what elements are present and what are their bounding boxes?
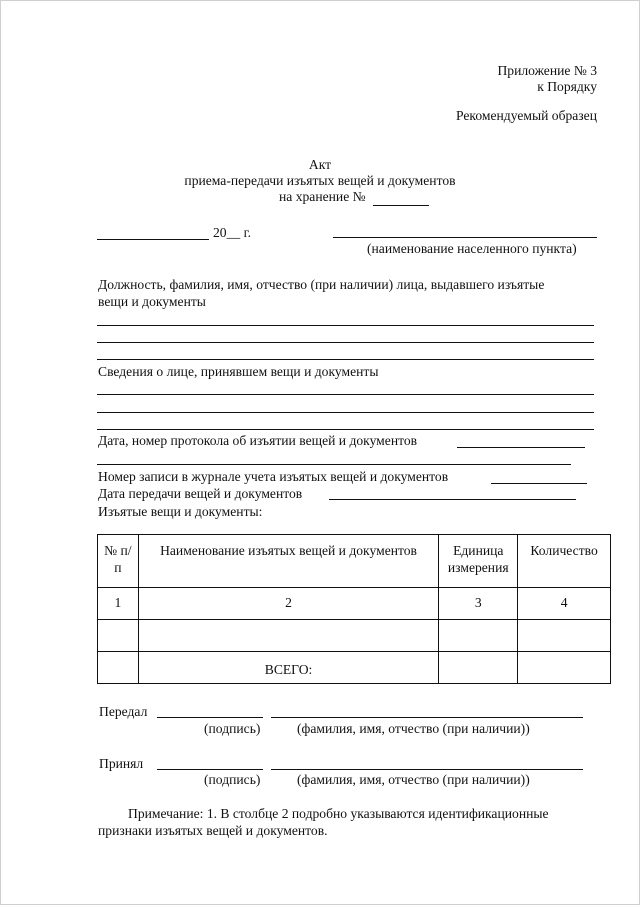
transfer-date-blank <box>329 499 576 500</box>
note-line2: признаки изъятых вещей и документов. <box>98 823 328 838</box>
receiver-label: Сведения о лице, принявшем вещи и документы <box>98 364 379 379</box>
year-label: 20__ г. <box>213 225 252 240</box>
issuer-label-line2: вещи и документы <box>98 294 206 309</box>
protocol-blank-2 <box>97 464 571 465</box>
note-line1: Примечание: 1. В столбце 2 подробно указываются идентификационные <box>128 806 549 821</box>
table-row <box>98 588 611 620</box>
handed-over-name-blank <box>271 717 583 718</box>
total-label: ВСЕГО: <box>138 652 439 684</box>
issuer-blank-1 <box>97 325 594 326</box>
col-header-number: № п/п <box>98 535 139 588</box>
handed-over-signature-blank <box>157 717 263 718</box>
table-cell: 1 <box>98 588 139 620</box>
items-heading: Изъятые вещи и документы: <box>98 504 263 519</box>
table-cell: 2 <box>138 588 439 620</box>
handed-over-label: Передал <box>99 704 148 719</box>
table-cell <box>439 652 518 684</box>
table-cell <box>98 652 139 684</box>
appendix-reference: к Порядку <box>537 79 597 94</box>
storage-number-blank <box>373 205 429 206</box>
table-cell <box>518 620 611 652</box>
journal-record-label: Номер записи в журнале учета изъятых вещей и документов <box>98 469 449 484</box>
journal-record-blank <box>491 483 587 484</box>
appendix-number: Приложение № 3 <box>497 63 597 78</box>
signature-caption: (подпись) <box>204 772 261 787</box>
received-name-blank <box>271 769 583 770</box>
protocol-label: Дата, номер протокола об изъятии вещей и документов <box>98 433 418 448</box>
receiver-blank-3 <box>97 429 594 430</box>
table-header-row <box>98 535 611 588</box>
document-title: Акт <box>308 157 332 172</box>
signature-caption: (подпись) <box>204 721 261 736</box>
date-blank <box>97 239 209 240</box>
table-cell <box>138 620 439 652</box>
issuer-blank-2 <box>97 342 594 343</box>
col-header-unit: Единица измерения <box>439 535 518 588</box>
issuer-label-line1: Должность, фамилия, имя, отчество (при наличии) лица, выдавшего изъятые <box>98 277 545 292</box>
received-signature-blank <box>157 769 263 770</box>
place-caption: (наименование населенного пункта) <box>367 241 577 256</box>
table-cell: 4 <box>518 588 611 620</box>
table-cell <box>439 620 518 652</box>
table-total-row <box>98 652 611 684</box>
receiver-blank-1 <box>97 394 594 395</box>
issuer-blank-3 <box>97 359 594 360</box>
received-label: Принял <box>99 756 144 771</box>
col-header-name: Наименование изъятых вещей и документов <box>138 535 439 588</box>
transfer-date-label: Дата передачи вещей и документов <box>98 486 303 501</box>
table-cell: 3 <box>439 588 518 620</box>
protocol-blank-1 <box>457 447 585 448</box>
col-header-quantity: Количество <box>518 535 611 588</box>
receiver-blank-2 <box>97 412 594 413</box>
document-subtitle: приема-передачи изъятых вещей и документов <box>184 173 456 188</box>
name-caption: (фамилия, имя, отчество (при наличии)) <box>297 772 530 787</box>
items-table <box>97 534 611 684</box>
table-cell <box>98 620 139 652</box>
storage-number-label: на хранение № <box>279 189 366 204</box>
table-row <box>98 620 611 652</box>
place-blank <box>333 237 597 238</box>
table-cell <box>518 652 611 684</box>
name-caption: (фамилия, имя, отчество (при наличии)) <box>297 721 530 736</box>
sample-note: Рекомендуемый образец <box>456 108 597 123</box>
